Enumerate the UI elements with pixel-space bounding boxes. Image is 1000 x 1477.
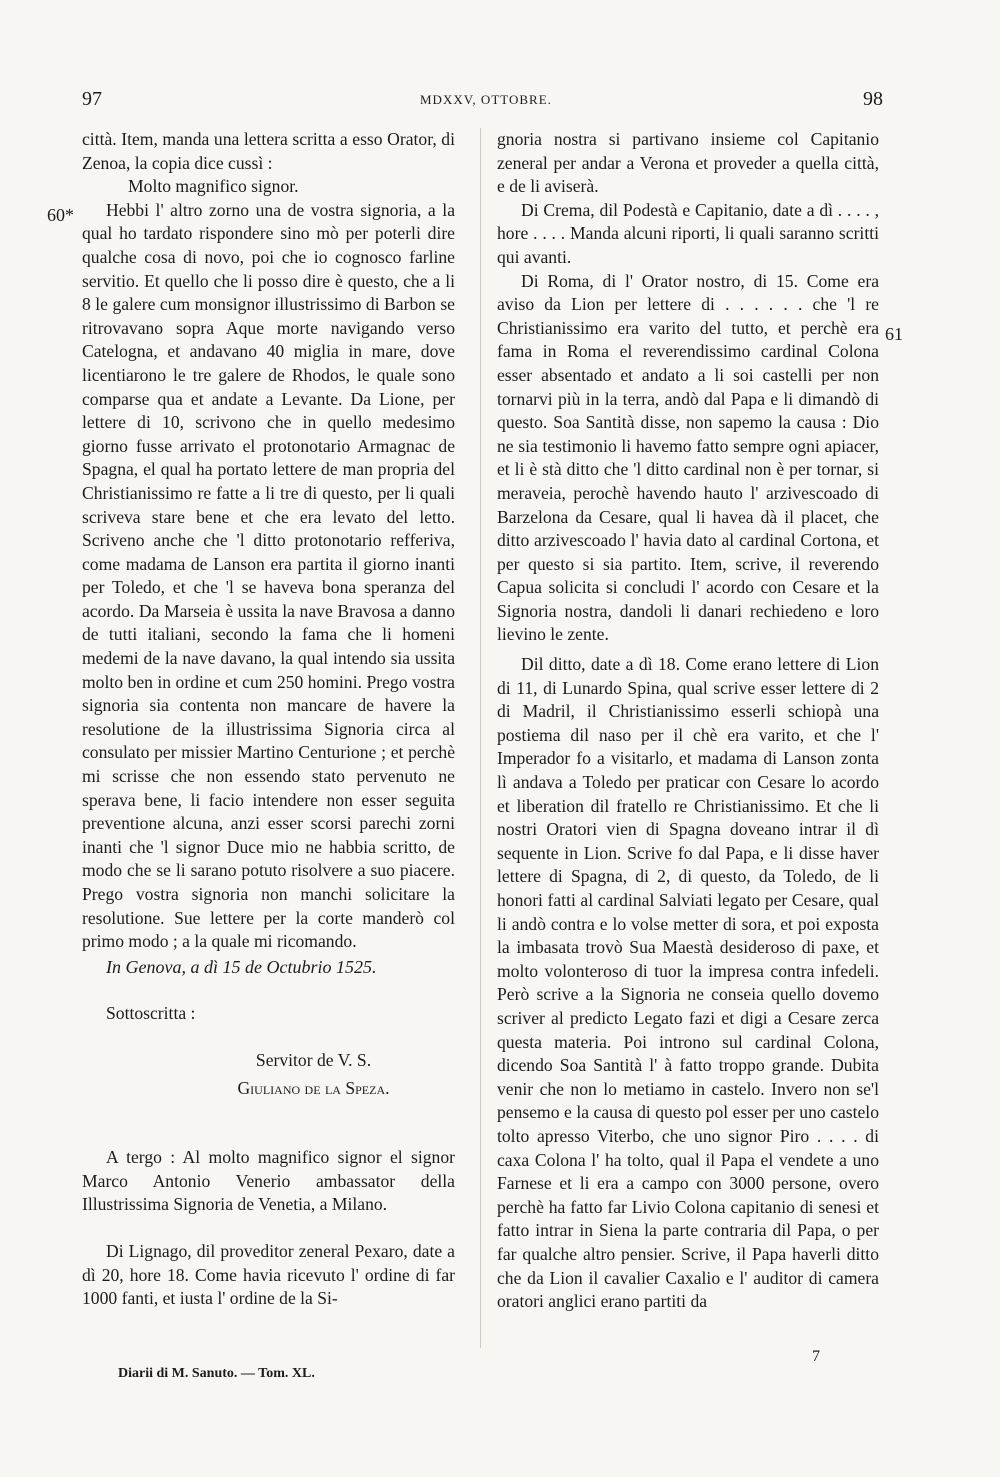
margin-note-right: 61 <box>885 324 903 344</box>
closing-formula: Servitor de V. S. <box>255 1049 372 1070</box>
margin-note-left: 60* <box>47 205 74 225</box>
paragraph: Di Lignago, dil proveditor zeneral Pexaro, date a dì 20, hore 18. Come havia ricevuto l' ordine di far 1000 fanti, et iusta l' ordine de la Si- <box>82 1240 455 1309</box>
signatory: Giuliano de la Speza. <box>237 1077 390 1098</box>
right-column <box>497 128 879 1314</box>
running-title: MDXXV, OTTOBRE. <box>420 92 552 107</box>
paragraph: Hebbi l' altro zorno una de vostra signoria, a la qual ho tardato rispondere sino mò per poterli dire qualche cosa di novo, poi che io cognosco farline servitio. Et quello che li posso dire è questo, che a li 8 le galere cum monsignor illustrissimo di Barbon se ritrovavano sopra Aque morte navigando verso Catelogna, et andavano 40 miglia in mare, dove licentiarono le tre galere de Rhodos, le quale sono comparse qua et andate a Levante. Da Lione, per lettere di 10, scrivono che in quello medesimo giorno fusse arrivato el protonotario Armagnac de Spagna, el qual ha portato lettere de man propria del Christianissimo re fatte a li tre di questo, per li quali scriveva stare bene et che era levato del letto. Scriveno anche che 'l ditto protonotario refferiva, come madama de Lanson era partita il giorno inanti per Toledo, et che 'l se haveva bona speranza del acordo. Da Marseia è ussita la nave Bravosa a danno de tutti italiani, secondo la fama che li homeni medemi de la nave davano, la qual intendo sia ussita molto ben in ordine et cum 250 homini. Prego vostra signoria sia contenta non mancare de havere la resolutione de la illustrissima Signoria circa al consulato per missier Martino Centurione ; et perchè mi scrisse che non essendo stato pervenuto ne sperava bene, li facio intendere non esser seguita preventione alcuna, anzi esser scorsi parechi zorni inanti che 'l signor Duce mio ne habbia scritto, de modo che se li sarano potuto risolvere a suo piacere. Prego vostra signoria non manchi solicitare la resolutione. Sue lettere per la corte manderò col primo modo ; a la quale mi ricomando. <box>82 199 455 952</box>
dateline: In Genova, a dì 15 de Octubrio 1525. <box>106 956 377 977</box>
paragraph: città. Item, manda una lettera scritta a esso Orator, di Zenoa, la copia dice cussì : <box>82 129 455 173</box>
column-divider <box>480 128 481 1348</box>
signature-mark: 7 <box>812 1348 820 1365</box>
page-number-right: 98 <box>863 88 883 110</box>
left-column <box>82 128 455 1311</box>
address-paragraph: A tergo : Al molto magnifico signor el signor Marco Antonio Venerio ambassator della Illustrissima Signoria de Venetia, a Milano. <box>82 1147 455 1215</box>
paragraph: Di Roma, di l' Orator nostro, di 15. Come era aviso da Lion per lettere di . . . . . . che 'l re Christianissimo era varito del tutto, et perchè era fama in Roma el reverendissimo cardinal Colona esser absentado et andato a li soi castelli per non tornarvi più in la terra, andò dal Papa e li dimandò di questo. Soa Santità disse, non sapemo la causa : Dio ne sia testimonio li havemo fatto sempre ogni apiacer, et li è stà ditto che 'l ditto cardinal non è per tornar, si meraveia, perochè havendo hauto l' arzivescoado di Barzelona da Cesare, qual li havea dà il placet, che ditto arzivescoado l' havia dato al cardinal Cortona, et per questo si sia partito. Item, scrive, il reverendo Capua solicita si concludi l' acordo con Cesare et la Signoria nostra, dandoli li danari rechiedeno e loro lievino le zente. <box>497 270 879 645</box>
paragraph: gnoria nostra si partivano insieme col Capitanio zeneral per andar a Verona et proveder a quella città, e de li aviserà. <box>497 129 879 197</box>
paragraph: Di Crema, dil Podestà e Capitanio, date a dì . . . . , hore . . . . Manda alcuni riporti, li quali saranno scritti qui avanti. <box>497 199 879 267</box>
subscription-label: Sottoscritta : <box>106 1003 196 1024</box>
page-number-left: 97 <box>82 88 102 110</box>
salutation: Molto magnifico signor. <box>128 176 299 197</box>
paragraph: Dil ditto, date a dì 18. Come erano lettere di Lion di 11, di Lunardo Spina, qual scrive esser lettere di 2 di Madril, il Christianissimo esserli schiopà una postiema dil naso per il chè era varito, et che l' Imperador fo a visitarlo, et madama di Lanson zonta lì andava a Toledo per praticar con Cesare lo acordo et liberation dil fratello re Christianissimo. Et che li nostri Oratori vien di Spagna doveano intrar il dì sequente in Lion. Scrive fo dal Papa, e li disse haver lettere di Spagna, di 2, di questo, da Toledo, de li honori fatti al cardinal Salviati legato per Cesare, qual li andò contra e lo volse metter di sora, et poi exposta la imbasata trovò Sua Maestà desideroso di paxe, et molto volonteroso di tuor la impresa contra infedeli. Però scrive a la Signoria ne conseia quello dovemo scriver al predicto Legato fazi et digi a Cesare zerca questa materia. Poi introno sul cardinal Colona, dicendo Soa Santità l' à fatto troppo grande. Dubita venir che non lo metiamo in castelo. Invero non se'l pensemo e la causa di questo pol esser per uno castelo tolto apresso Viterbo, che uno signor Piro . . . . di caxa Colona l' ha tolto, qual il Papa el vendete a uno Farnese et li era a campo con 3000 persone, overo perchè ha fatto far Livio Colona capitanio di senesi et fatto intrar in Siena la parte contraria dil Papa, o per far qualche altro pensier. Scrive, il Papa haverli ditto che da Lion il cavalier Caxalio e l' auditor di camera oratori anglici erano partiti da <box>497 654 879 1312</box>
footer-title: Diarii di M. Sanuto. — Tom. XL. <box>118 1366 315 1381</box>
